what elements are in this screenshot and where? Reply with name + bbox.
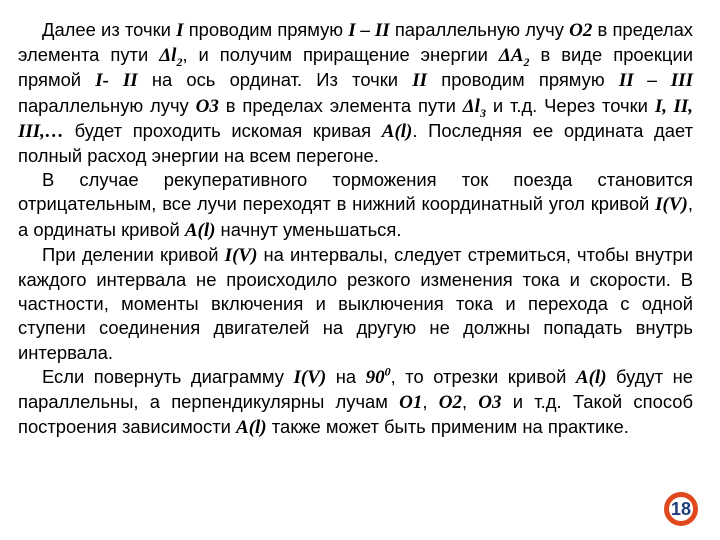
text-run: , а ординаты кривой [18, 193, 693, 240]
ray-label: O1 [399, 392, 423, 414]
delta-a2-base: ΔA [498, 45, 524, 67]
text-run: и т.д. Такой способ построения зависимости [18, 391, 693, 438]
page-number: 18 [670, 499, 692, 519]
angle-value [365, 364, 391, 388]
points-list: I, II, III,… [18, 95, 694, 142]
angle-sup: 0 [384, 364, 391, 379]
text-run: будут не параллельны, а перпендикулярны лучам [18, 365, 694, 413]
text-run: на интервалы, следует стремиться, чтобы внутри каждого интервала не происходило резкого изменения тока и скорости. В частности, моменты включения и выключения тока и перехода с одной ступени соединения двигателей на другую не должны попадать внутрь интервала. [18, 243, 693, 363]
angle-base: 90 [365, 366, 385, 388]
text-run: в пределах элемента пути [18, 19, 693, 66]
delta-l3-base: Δl [462, 95, 480, 117]
body-text [18, 18, 693, 440]
delta-l2-base: Δl [159, 45, 177, 67]
text-run: и т.д. Через точки [485, 94, 655, 116]
line-label: I- II [95, 70, 138, 92]
text-run: в пределах элемента пути [218, 94, 463, 116]
point-label: I [176, 20, 184, 41]
paragraph-1 [18, 18, 693, 168]
text-run: начнут уменьшаться. [215, 218, 402, 240]
text-run: , [461, 391, 479, 413]
curve-label: I(V) [655, 194, 688, 216]
curve-label: A(l) [184, 219, 216, 241]
text-run: в виде проекции прямой [18, 44, 693, 91]
text-run: проводим прямую [183, 19, 349, 40]
delta-l2 [159, 45, 183, 69]
text-run: Если повернуть диаграмму [42, 365, 294, 387]
text-run: проводим прямую [427, 69, 619, 91]
line-label: I – II [348, 20, 390, 41]
curve-label: A(l) [575, 366, 607, 388]
text-run: на ось ординат. Из точки [137, 69, 413, 91]
text-run: В случае рекуперативного торможения ток поезда становится отрицательным, все лучи переходят в нижний координатный угол кривой [18, 169, 693, 215]
page-number-badge [664, 492, 698, 526]
ray-label: O3 [195, 95, 219, 117]
point-label: II [412, 70, 428, 92]
text-run: параллельную лучу [389, 19, 570, 40]
text-run: . Последняя ее ордината дает полный расход энергии на всем перегоне. [18, 119, 693, 167]
curve-label: I(V) [224, 244, 258, 266]
text-run: параллельную лучу [18, 94, 196, 116]
text-run: , и получим приращение энергии [182, 44, 499, 66]
line-label: II – III [618, 70, 693, 92]
delta-a2-sub: 2 [523, 55, 530, 69]
text-run: , [422, 391, 439, 413]
text-run: Далее из точки [42, 19, 177, 40]
curve-label: A(l) [236, 417, 267, 439]
delta-a2 [498, 45, 530, 69]
ray-label: O2 [569, 20, 593, 41]
curve-label: A(l) [381, 120, 413, 142]
text-run: будет проходить искомая кривая [63, 119, 382, 141]
text-run: на [326, 365, 366, 387]
curve-label: I(V) [293, 366, 327, 388]
text-run: При делении кривой [42, 243, 225, 265]
delta-l2-sub: 2 [176, 55, 183, 69]
delta-l3 [462, 95, 486, 120]
text-run: также может быть применим на практике. [266, 416, 629, 438]
delta-l3-sub: 3 [479, 105, 486, 120]
paragraph-4 [18, 365, 693, 441]
paragraph-3 [18, 243, 693, 365]
text-run: , то отрезки кривой [390, 365, 576, 387]
ray-label: O2 [438, 392, 462, 414]
paragraph-2 [18, 168, 693, 243]
ray-label: O3 [478, 392, 502, 414]
